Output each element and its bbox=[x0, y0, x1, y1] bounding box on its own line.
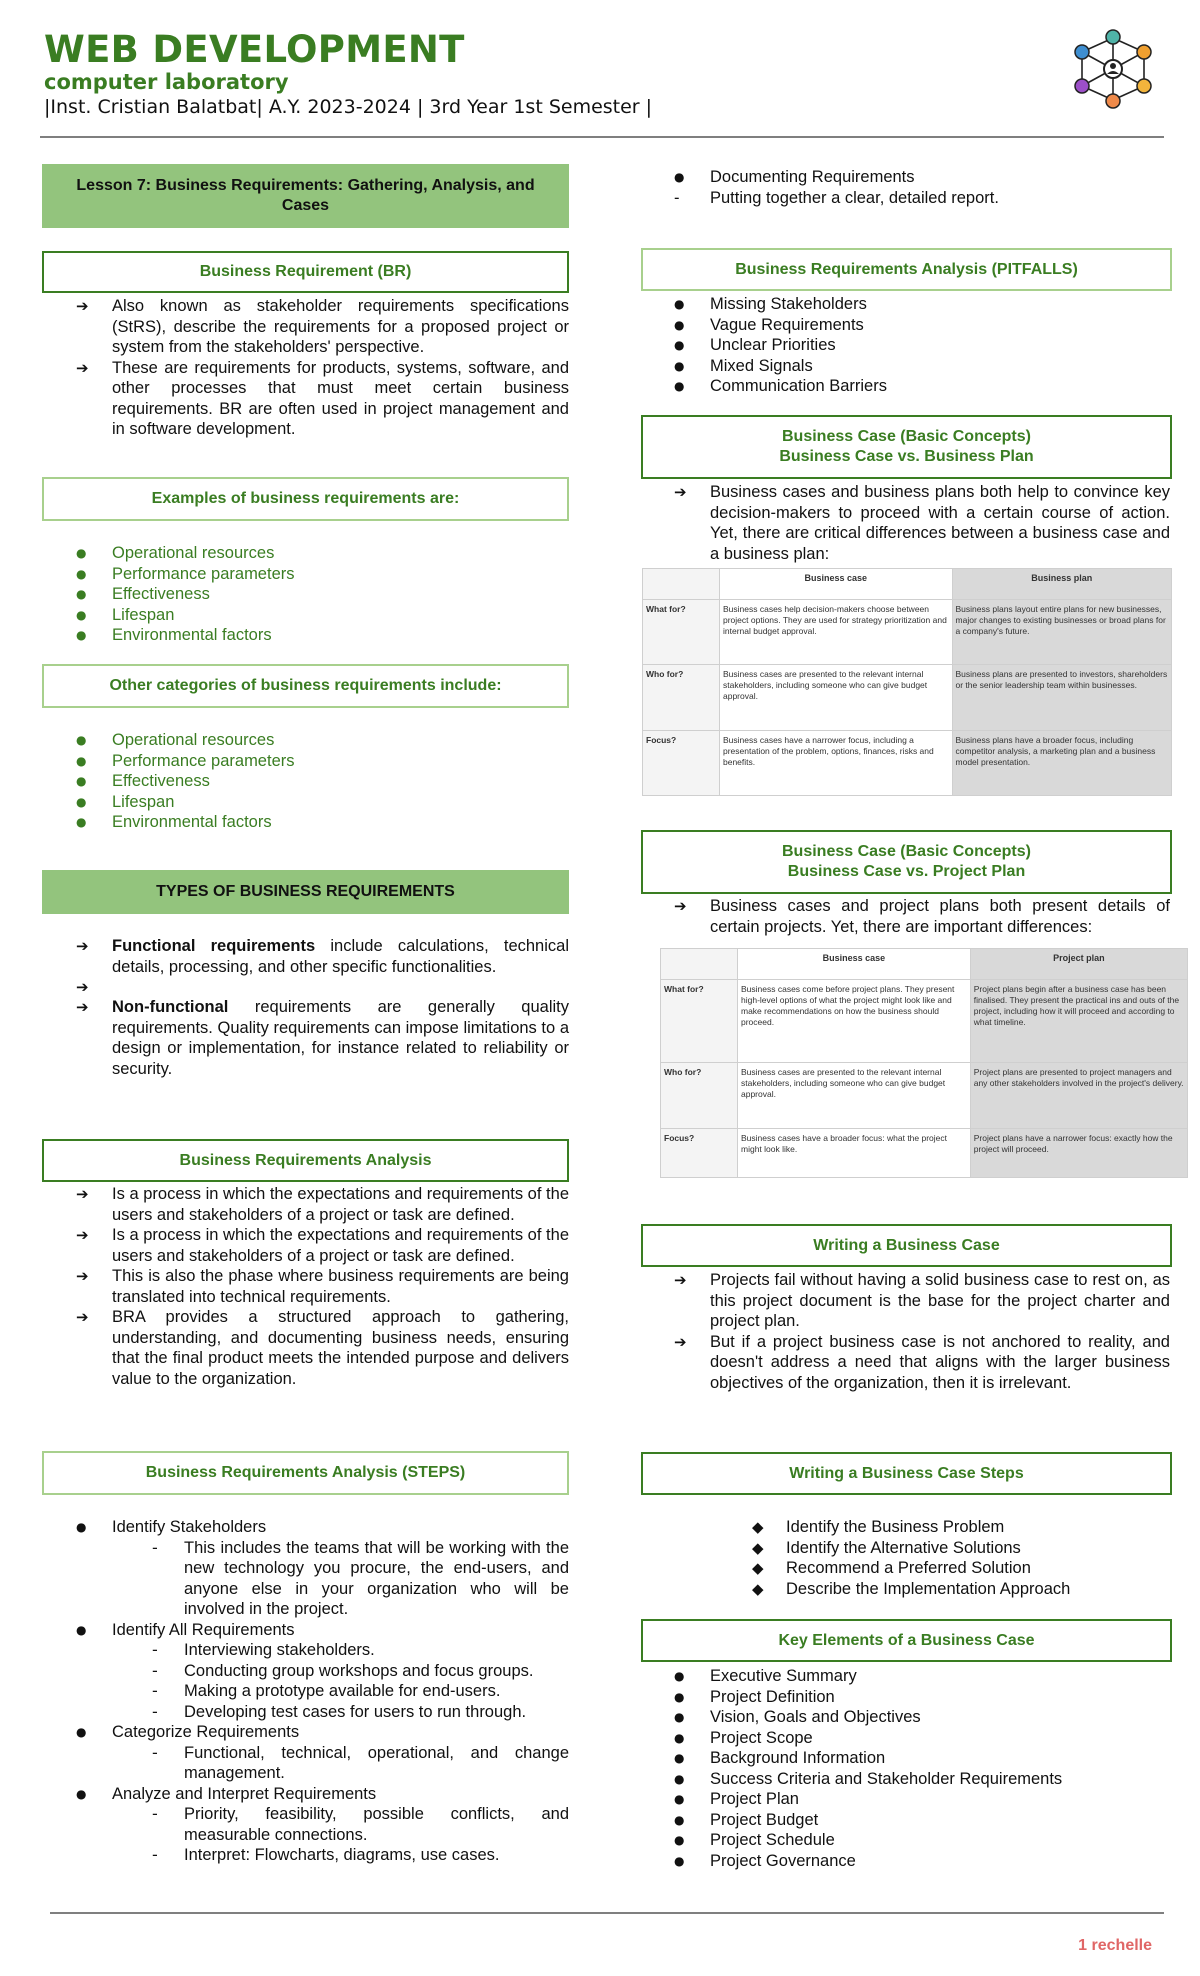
table-header: Business case bbox=[738, 949, 971, 980]
table-row: Focus? Business cases have a narrower focus, including a presentation of the problem, options, finances, risks and benefits. Business plans have a broader focus, including competitor analysis, a marketing plan and a business model presentation. bbox=[643, 730, 1172, 795]
bra-heading: Business Requirements Analysis bbox=[42, 1139, 569, 1182]
list-item: ◆ Describe the Implementation Approach bbox=[752, 1579, 1172, 1600]
types-heading: TYPES OF BUSINESS REQUIREMENTS bbox=[42, 870, 569, 914]
list-item: ● Missing Stakeholders bbox=[640, 294, 1170, 315]
case-vs-plan-table bbox=[642, 568, 1172, 796]
list-item: ● Project Schedule bbox=[640, 1830, 1170, 1851]
list-item: ● Effectiveness bbox=[42, 771, 569, 792]
list-item: ● Vision, Goals and Objectives bbox=[640, 1707, 1170, 1728]
list-item: ● Unclear Priorities bbox=[640, 335, 1170, 356]
header-divider bbox=[40, 136, 1164, 138]
table-row: Who for? Business cases are presented to the relevant internal stakeholders, including someone who can give budget approval. Business plans are presented to investors, shareholders or the senior leadership team within businesses. bbox=[643, 665, 1172, 730]
lesson-banner: Lesson 7: Business Requirements: Gathering, Analysis, and Cases bbox=[42, 164, 569, 228]
list-item: ● Effectiveness bbox=[42, 584, 569, 605]
list-item: ◆ Identify the Business Problem bbox=[752, 1517, 1172, 1538]
sub-item: - This includes the teams that will be working with the new technology you procure, the end-users, and anyone else in your organization who will be involved in the project. bbox=[112, 1538, 569, 1620]
bra-steps-heading: Business Requirements Analysis (STEPS) bbox=[42, 1451, 569, 1495]
list-item: ➔ BRA provides a structured approach to gathering, understanding, and documenting business needs, ensuring that the final product meets the intended purpose and delivers value to the organization. bbox=[42, 1307, 569, 1389]
list-item: ● Operational resources bbox=[42, 730, 569, 751]
key-elements-heading: Key Elements of a Business Case bbox=[641, 1619, 1172, 1662]
list-item: ● Environmental factors bbox=[42, 625, 569, 646]
list-item: ➔ Projects fail without having a solid business case to rest on, as this project document is the base for the project charter and project plan. bbox=[640, 1270, 1170, 1332]
sub-item: - Functional, technical, operational, and change management. bbox=[112, 1743, 569, 1784]
list-item: ➔ But if a project business case is not anchored to reality, and doesn't address a need that aligns with the larger business objectives of the organization, then it is irrelevant. bbox=[640, 1332, 1170, 1394]
examples-heading: Examples of business requirements are: bbox=[42, 477, 569, 521]
sub-item: - Interpret: Flowcharts, diagrams, use cases. bbox=[112, 1845, 569, 1866]
list-item: ● Performance parameters bbox=[42, 564, 569, 585]
list-item: ➔ Functional requirements include calculations, technical details, processing, and other specific functionalities. bbox=[42, 936, 569, 977]
list-item: ● Communication Barriers bbox=[640, 376, 1170, 397]
case-vs-project-table bbox=[660, 948, 1188, 1178]
key-elements-list bbox=[640, 1666, 1170, 1871]
other-categories-list bbox=[42, 730, 569, 833]
list-item: ● Environmental factors bbox=[42, 812, 569, 833]
footer-divider bbox=[50, 1912, 1164, 1914]
writing-heading: Writing a Business Case bbox=[641, 1224, 1172, 1267]
table-header: Business case bbox=[720, 569, 953, 600]
page-subtitle: computer laboratory bbox=[44, 70, 289, 94]
list-item: ➔ This is also the phase where business requirements are being translated into technical requirements. bbox=[42, 1266, 569, 1307]
writing-steps-heading: Writing a Business Case Steps bbox=[641, 1452, 1172, 1495]
list-item: ● Project Scope bbox=[640, 1728, 1170, 1749]
list-item: ● Project Plan bbox=[640, 1789, 1170, 1810]
course-meta: |Inst. Cristian Balatbat| A.Y. 2023-2024 | 3rd Year 1st Semester | bbox=[44, 96, 653, 118]
pitfalls-heading: Business Requirements Analysis (PITFALLS) bbox=[641, 248, 1172, 291]
sub-item: - Interviewing stakeholders. bbox=[112, 1640, 569, 1661]
br-list bbox=[42, 296, 569, 440]
list-item: ● Identify Stakeholders - This includes the teams that will be working with the new technology you procure, the end-users, and anyone else in your organization who will be involved in the project. bbox=[42, 1517, 569, 1620]
list-item: ● Performance parameters bbox=[42, 751, 569, 772]
writing-list bbox=[640, 1270, 1170, 1393]
writing-steps-list bbox=[752, 1517, 1172, 1599]
continued-list bbox=[640, 167, 1170, 208]
list-item: ● Project Budget bbox=[640, 1810, 1170, 1831]
bra-list bbox=[42, 1184, 569, 1389]
list-item: ◆ Identify the Alternative Solutions bbox=[752, 1538, 1172, 1559]
project-plan-heading: Business Case (Basic Concepts) Business Case vs. Project Plan bbox=[641, 830, 1172, 894]
list-item: ➔ Business cases and project plans both present details of certain projects. Yet, there are important differences: bbox=[640, 896, 1170, 937]
list-item: ● Operational resources bbox=[42, 543, 569, 564]
other-categories-heading: Other categories of business requirements include: bbox=[42, 664, 569, 708]
table-row: Focus? Business cases have a broader focus: what the project might look like. Project plans have a narrower focus: exactly how the project will proceed. bbox=[661, 1129, 1188, 1178]
sub-item: - Priority, feasibility, possible conflicts, and measurable connections. bbox=[112, 1804, 569, 1845]
list-item: ● Categorize Requirements - Functional, technical, operational, and change management. bbox=[42, 1722, 569, 1784]
list-item: ● Lifespan bbox=[42, 792, 569, 813]
business-plan-text bbox=[640, 482, 1170, 564]
list-item: ➔ Also known as stakeholder requirements specifications (StRS), describe the requirements for a proposed project or system from the stakeholders' perspective. bbox=[42, 296, 569, 358]
list-item: ● Identify All Requirements - Interviewing stakeholders. - Conducting group workshops and focus groups. - Making a prototype available for end-users. - Developing test cases for users to run through. bbox=[42, 1620, 569, 1723]
network-people-icon bbox=[1068, 26, 1158, 112]
types-list bbox=[42, 936, 569, 1079]
project-plan-text bbox=[640, 896, 1170, 937]
page-footer: 1 rechelle bbox=[1078, 1937, 1152, 1954]
list-item: ● Project Definition bbox=[640, 1687, 1170, 1708]
table-row: What for? Business cases come before project plans. They present high-level options of what the project might look like and make recommendations on how the business should proceed. Project plans begin after a business case has been finalised. They present the practical ins and outs of the project, including how it will proceed and according to what timeline. bbox=[661, 980, 1188, 1063]
list-item: ● Background Information bbox=[640, 1748, 1170, 1769]
list-item: ◆ Recommend a Preferred Solution bbox=[752, 1558, 1172, 1579]
sub-item: - Making a prototype available for end-users. bbox=[112, 1681, 569, 1702]
list-item: ● Mixed Signals bbox=[640, 356, 1170, 377]
list-item: ● Vague Requirements bbox=[640, 315, 1170, 336]
table-row: Who for? Business cases are presented to the relevant internal stakeholders, including someone who can give budget approval. Project plans are presented to project managers and any other stakeholders involved in the project's delivery. bbox=[661, 1063, 1188, 1129]
list-item: ● Analyze and Interpret Requirements - Priority, feasibility, possible conflicts, and measurable connections. - Interpret: Flowcharts, diagrams, use cases. bbox=[42, 1784, 569, 1866]
list-item: ● Documenting Requirements bbox=[640, 167, 1170, 188]
pitfalls-list bbox=[640, 294, 1170, 397]
page-title: WEB DEVELOPMENT bbox=[44, 28, 465, 71]
bra-steps-list bbox=[42, 1517, 569, 1866]
business-plan-heading: Business Case (Basic Concepts) Business Case vs. Business Plan bbox=[641, 415, 1172, 479]
table-row: What for? Business cases help decision-makers choose between project options. They are used for strategy prioritization and internal budget approval. Business plans layout entire plans for new businesses, major changes to existing businesses or broad plans for a company's future. bbox=[643, 600, 1172, 665]
list-item: - Putting together a clear, detailed report. bbox=[640, 188, 1170, 209]
list-item: ➔ These are requirements for products, systems, software, and other processes that must meet certain business requirements. BR are often used in project management and in software development. bbox=[42, 358, 569, 440]
list-item: ● Success Criteria and Stakeholder Requirements bbox=[640, 1769, 1170, 1790]
sub-item: - Conducting group workshops and focus groups. bbox=[112, 1661, 569, 1682]
list-item: ➔ Business cases and business plans both help to convince key decision-makers to proceed with a certain course of action. Yet, there are critical differences between a business case and a business plan: bbox=[640, 482, 1170, 564]
examples-list bbox=[42, 543, 569, 646]
list-item: ➔ Is a process in which the expectations and requirements of the users and stakeholders of a project or task are defined. bbox=[42, 1225, 569, 1266]
br-heading: Business Requirement (BR) bbox=[42, 251, 569, 293]
list-item: ● Project Governance bbox=[640, 1851, 1170, 1872]
table-header: Project plan bbox=[970, 949, 1187, 980]
list-item: ➔ Non-functional requirements are generally quality requirements. Quality requirements can impose limitations to a design or implementation, for instance related to reliability or security. bbox=[42, 997, 569, 1079]
list-item: ● Lifespan bbox=[42, 605, 569, 626]
list-item: ● Executive Summary bbox=[640, 1666, 1170, 1687]
table-header: Business plan bbox=[952, 569, 1171, 600]
list-item: ➔ Is a process in which the expectations and requirements of the users and stakeholders of a project or task are defined. bbox=[42, 1184, 569, 1225]
sub-item: - Developing test cases for users to run through. bbox=[112, 1702, 569, 1723]
